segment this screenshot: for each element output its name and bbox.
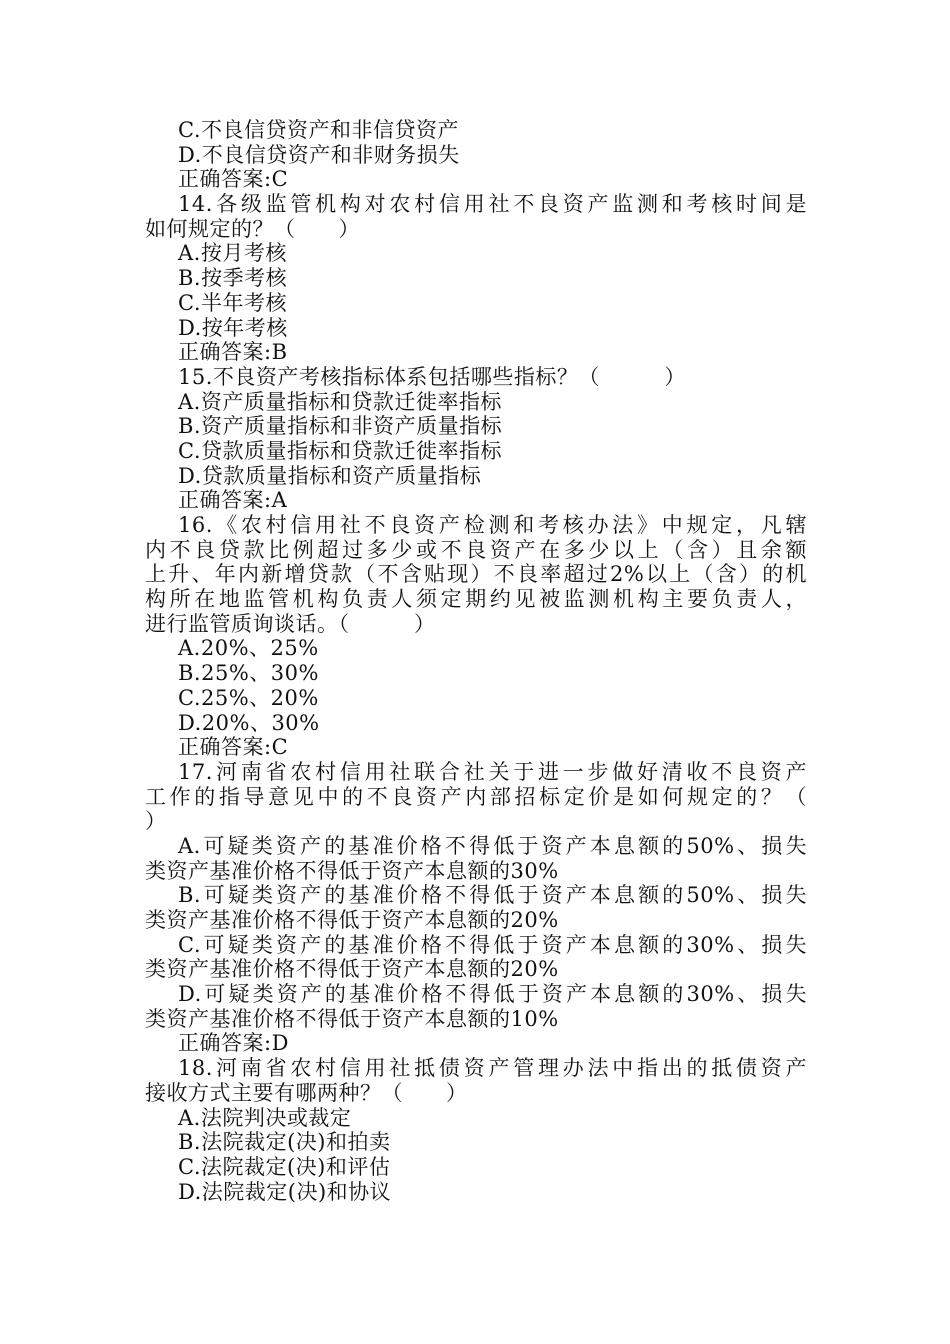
q14-stem-line-2: 如何规定的？（ ）	[145, 216, 360, 241]
q16-answer: 正确答案:C	[178, 735, 289, 760]
q16-option-c: C.25%、20%	[178, 685, 319, 710]
q14-answer: 正确答案:B	[178, 340, 288, 365]
q18-option-c: C.法院裁定(决)和评估	[178, 1154, 391, 1179]
q18-stem-line-1: 18.河南省农村信用社抵债资产管理办法中指出的抵债资产	[178, 1056, 807, 1081]
q16-stem-line-1: 16.《农村信用社不良资产检测和考核办法》中规定，凡辖	[178, 513, 807, 537]
q17-option-a-line-2: 类资产基准价格不得低于资产本息额的30%	[145, 858, 559, 883]
q16-stem-line-5: 进行监管质询谈话。（ ）	[145, 611, 436, 636]
q17-option-b-line-1: B.可疑类资产的基准价格不得低于资产本息额的50%、损失	[178, 883, 807, 908]
q16-option-a: A.20%、25%	[178, 636, 319, 661]
q14-option-a: A.按月考核	[178, 241, 287, 266]
q17-option-b-line-2: 类资产基准价格不得低于资产本息额的20%	[145, 908, 559, 932]
q15-option-a: A.资产质量指标和贷款迁徙率指标	[178, 389, 502, 414]
document-page	[145, 118, 807, 1204]
q15-option-d: D.贷款质量指标和资产质量指标	[178, 463, 482, 488]
q14-option-d: D.按年考核	[178, 315, 288, 340]
q17-option-c-line-2: 类资产基准价格不得低于资产本息额的20%	[145, 957, 559, 982]
q16-option-b: B.25%、30%	[178, 661, 319, 686]
q14-option-c: C.半年考核	[178, 290, 287, 315]
q17-stem-line-3: ）	[145, 809, 167, 834]
q17-option-c-line-1: C.可疑类资产的基准价格不得低于资产本息额的30%、损失	[178, 932, 807, 957]
q15-stem-line-1: 15.不良资产考核指标体系包括哪些指标？（ ）	[178, 364, 686, 389]
q18-option-b: B.法院裁定(决)和拍卖	[178, 1130, 391, 1155]
q14-option-b: B.按季考核	[178, 266, 288, 291]
q16-option-d: D.20%、30%	[178, 710, 320, 735]
q17-option-a-line-1: A.可疑类资产的基准价格不得低于资产本息额的50%、损失	[178, 833, 807, 858]
q13-option-c: C.不良信贷资产和非信贷资产	[178, 118, 459, 142]
q17-stem-line-1: 17.河南省农村信用社联合社关于进一步做好清收不良资产	[178, 759, 807, 784]
q14-stem-line-1: 14.各级监管机构对农村信用社不良资产监测和考核时间是	[178, 192, 807, 217]
q17-option-d-line-2: 类资产基准价格不得低于资产本息额的10%	[145, 1006, 559, 1031]
q18-option-a: A.法院判决或裁定	[178, 1105, 352, 1130]
q18-stem-line-2: 接收方式主要有哪两种？（ ）	[145, 1080, 468, 1105]
q17-answer: 正确答案:D	[178, 1031, 289, 1056]
q16-stem-line-4: 构所在地监管机构负责人须定期约见被监测机构主要负责人，	[145, 587, 807, 612]
q17-stem-line-2: 工作的指导意见中的不良资产内部招标定价是如何规定的？（	[145, 784, 807, 809]
q16-stem-line-3: 上升、年内新增贷款（不含贴现）不良率超过2%以上（含）的机	[145, 562, 807, 587]
q13-option-d: D.不良信贷资产和非财务损失	[178, 142, 460, 167]
q15-option-b: B.资产质量指标和非资产质量指标	[178, 414, 503, 439]
q16-stem-line-2: 内不良贷款比例超过多少或不良资产在多少以上（含）且余额	[145, 537, 807, 562]
q18-option-d: D.法院裁定(决)和协议	[178, 1179, 392, 1204]
q15-answer: 正确答案:A	[178, 488, 288, 513]
q15-option-c: C.贷款质量指标和贷款迁徙率指标	[178, 438, 502, 463]
q17-option-d-line-1: D.可疑类资产的基准价格不得低于资产本息额的30%、损失	[178, 982, 807, 1007]
q13-answer: 正确答案:C	[178, 167, 289, 192]
